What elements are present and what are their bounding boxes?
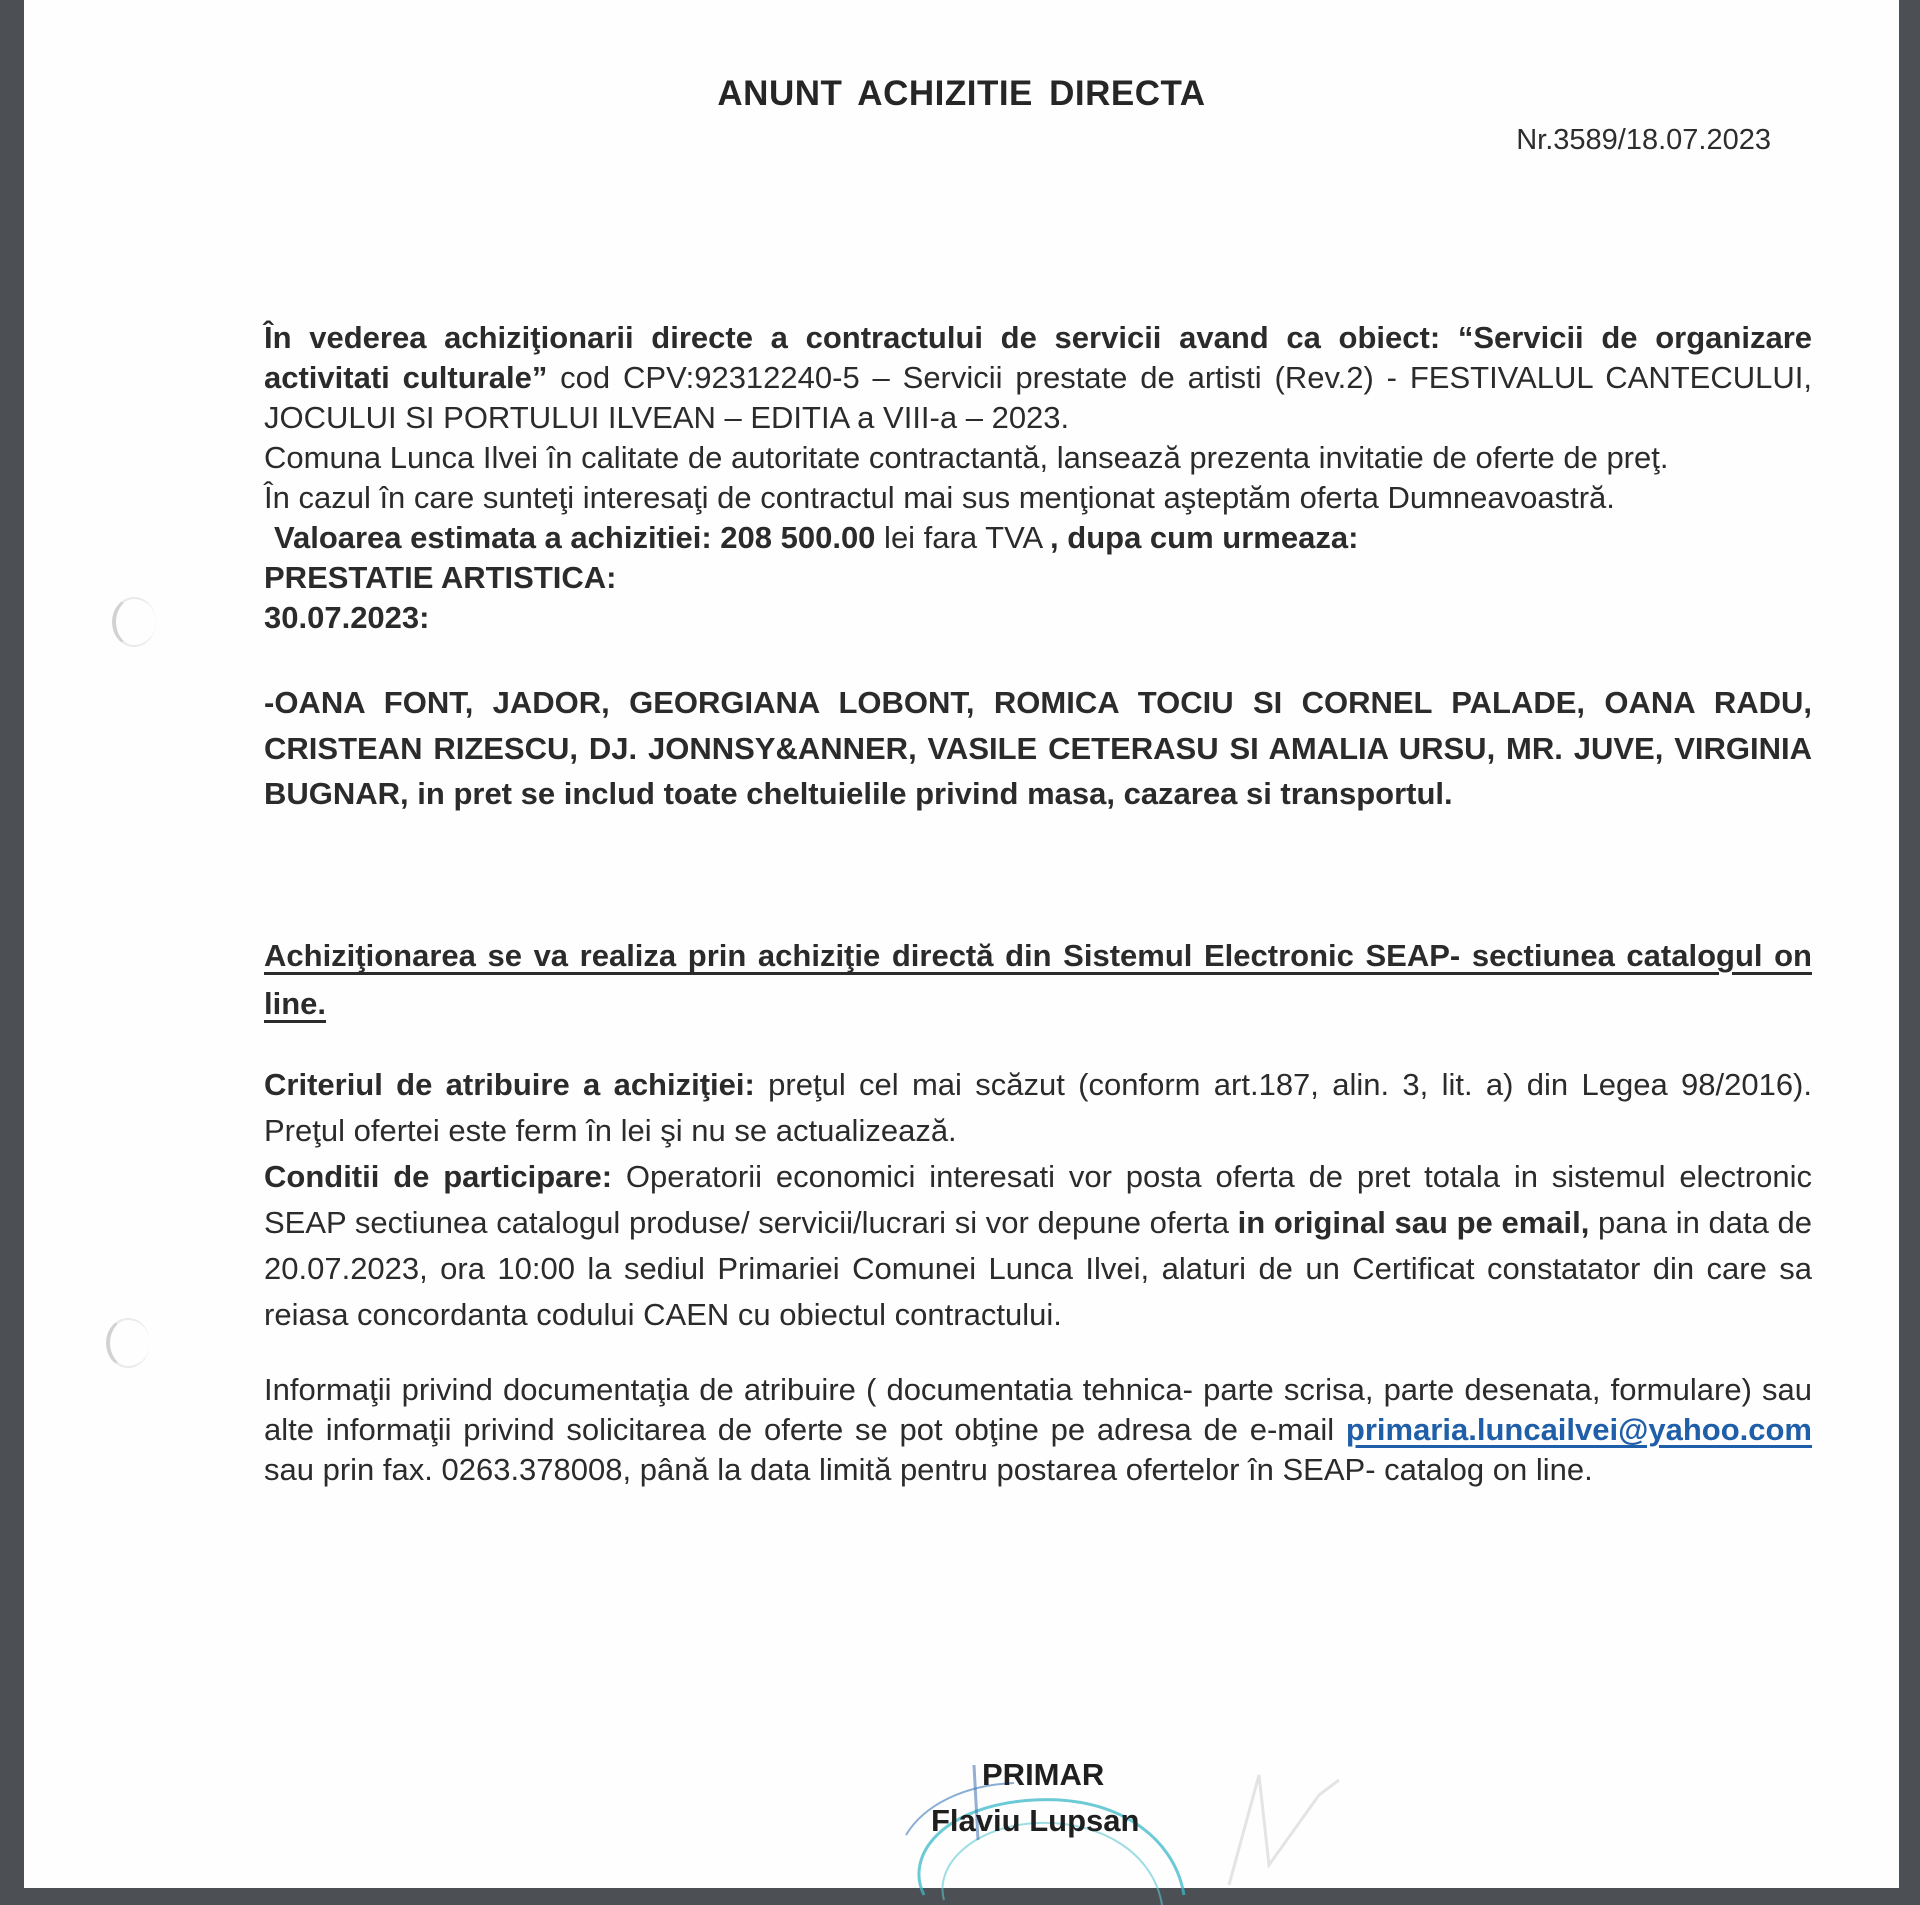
signatory-role: PRIMAR bbox=[982, 1757, 1105, 1792]
document-reference-number: Nr.3589/18.07.2023 bbox=[1516, 124, 1771, 156]
conditions-text-a: Operatorii economici interesati vor posta oferta de pret totala in sistemul electronic SEAP sectiunea catalogul produse/ servicii/lucrari si vor depune oferta bbox=[264, 1159, 1812, 1240]
criteria-label: Criteriul de atribuire a achiziţiei: bbox=[264, 1067, 755, 1102]
info-text-a: Informaţii privind documentaţia de atribuire ( documentatia tehnica- parte scrisa, parte desenata, formulare) sau alte informaţii privind solicitarea de oferte se pot obţine pe adresa de e-mail bbox=[264, 1372, 1812, 1447]
info-section bbox=[264, 1370, 1812, 1490]
event-date: 30.07.2023: bbox=[264, 600, 430, 635]
info-text-b: sau prin fax. 0263.378008, până la data limită pentru postarea ofertelor în SEAP- catalog on line. bbox=[264, 1452, 1593, 1487]
conditions-bold: in original sau pe email, bbox=[1237, 1205, 1590, 1240]
estimated-value-line bbox=[264, 518, 1812, 558]
punch-hole-mark bbox=[112, 597, 156, 647]
conditions-label: Conditii de participare: bbox=[264, 1159, 613, 1194]
criteria-text: preţul cel mai scăzut (conform art.187, alin. 3, lit. a) din Legea 98/2016). Preţul ofertei este ferm în lei şi nu se actualizează. bbox=[264, 1067, 1812, 1148]
conditions-text-b: pana in data de 20.07.2023, ora 10:00 la sediul Primariei Comunei Lunca Ilvei, alaturi de un Certificat constatator din care sa reiasa concordanta codului CAEN cu obiectul contractului. bbox=[264, 1205, 1812, 1332]
intro-section bbox=[264, 318, 1812, 638]
intro-cpv-text: cod CPV:92312240-5 – Servicii prestate de artisti (Rev.2) - FESTIVALUL CANTECULUI, JOCULUI SI PORTULUI ILVEAN – EDITIA a VIII-a – 2023. bbox=[264, 360, 1812, 435]
estimated-value-label: Valoarea estimata a achizitiei: 208 500.00 bbox=[274, 520, 876, 555]
interest-text: În cazul în care sunteţi interesaţi de contractul mai sus menţionat aşteptăm oferta Dumneavoastră. bbox=[264, 480, 1615, 515]
intro-bold-lead: În vederea achiziţionarii directe a contractului de servicii avand ca obiect: “Servicii de organizare activitati culturale” bbox=[264, 320, 1812, 395]
signature-scribble-icon bbox=[1209, 1745, 1349, 1888]
document-page bbox=[24, 0, 1899, 1888]
artists-cost-note: in pret se includ toate cheltuielile privind masa, cazarea si transportul. bbox=[408, 776, 1453, 811]
criteria-section bbox=[264, 1062, 1812, 1338]
artists-list: -OANA FONT, JADOR, GEORGIANA LOBONT, ROMICA TOCIU SI CORNEL PALADE, OANA RADU, CRISTEAN RIZESCU, DJ. JONNSY&ANNER, VASILE CETERASU SI AMALIA URSU, MR. JUVE, VIRGINIA BUGNAR, bbox=[264, 685, 1812, 811]
artists-section bbox=[264, 680, 1812, 817]
estimated-value-tail: , dupa cum urmeaza: bbox=[1050, 520, 1359, 555]
email-link[interactable]: primaria.luncailvei@yahoo.com bbox=[1345, 1412, 1812, 1447]
section-label: PRESTATIE ARTISTICA: bbox=[264, 560, 617, 595]
seap-notice: Achiziţionarea se va realiza prin achiziţie directă din Sistemul Electronic SEAP- sectiunea catalogul on line. bbox=[264, 938, 1812, 1021]
signatory-name: Flaviu Lupsan bbox=[931, 1803, 1140, 1838]
authority-text: Comuna Lunca Ilvei în calitate de autoritate contractantă, lansează prezenta invitatie de oferte de preţ. bbox=[264, 440, 1669, 475]
document-title: ANUNT ACHIZITIE DIRECTA bbox=[717, 74, 1206, 113]
punch-hole-mark bbox=[106, 1318, 150, 1368]
estimated-value-currency: lei fara TVA bbox=[875, 520, 1051, 555]
